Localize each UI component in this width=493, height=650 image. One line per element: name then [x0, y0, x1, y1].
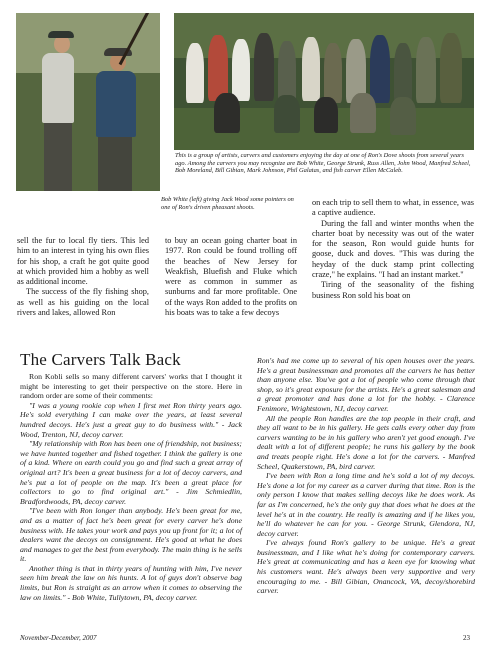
paragraph: on each trip to sell them to what, in essence, was a captive audience.	[312, 198, 474, 218]
paragraph: The success of the fly fishing shop, as well as his guiding on the local rivers and lakes, allowed Ron	[17, 287, 149, 318]
caption-shooters-photo: Bob White (left) giving Jack Wood some pointers on one of Ron's driven pheasant shoots.	[161, 196, 294, 211]
quote: Another thing is that in thirty years of hunting with him, I've never seen him break the law on his hunts. A lot of guys don't observe bag limits, but Ron is straight as an arrow when it comes to observing the law on limits." - Bob White, Tullytown, PA, decoy carver.	[20, 563, 242, 602]
quote: "I've been with Ron longer than anybody. He's been great for me, and as a matter of fact he's been great for every carver he's done business with. He takes your work and pays you up front for it; a lot of dealers want the decoys on consignment. He's good at what he does and manages to get the best from everybody. The main thing is he sells it.	[20, 506, 242, 564]
caption-group-photo: This is a group of artists, carvers and customers enjoying the day at one of Ron's Dove shoots from several years ago. Among the carvers you may recognize are Bob White, George Strunk, Russ Allen, John Wood, Manfred Scheel, Bob Moreland, Bill Gibian, Mark Johnson, Phil Galatas, and fish carver Ellen McCaleb.	[175, 152, 471, 175]
quote: Ron's had me come up to several of his open houses over the years. He's a great businessman and promotes all the carvers he has better than anyone else. You've got a lot of people who come through that shop, so it's great exposure for the artists. He's a great salesman and a great promoter and has done a lot for the hobby. - Clarence Fenimore, Wrightstown, NJ, decoy carver.	[257, 356, 475, 413]
footer-page-number: 23	[463, 634, 470, 642]
photo-group	[174, 13, 474, 150]
footer-issue: November-December, 2007	[20, 634, 97, 642]
quote: I've always found Ron's gallery to be unique. He's a great businessman, and I like what he's doing for contemporary carvers. He's great at communicating and has a keen eye for knowing what his customers want. He's always been very supportive and very encouraging to me. - Bill Gibian, Onancock, VA, decoy/shorebird carver.	[257, 538, 475, 596]
paragraph: Tiring of the seasonality of the fishing business Ron sold his boat on	[312, 280, 474, 300]
lower-column-left	[20, 372, 242, 602]
upper-column-3	[312, 198, 474, 301]
upper-column-1	[17, 236, 149, 318]
quote: "I was a young rookie cop when I first met Ron thirty years ago. He's sold everything I can make over the years, at least several hundred decoys. He's just a great guy to do business with." - Jack Wood, Trenton, NJ, decoy carver.	[20, 400, 242, 439]
photo-shooters	[16, 13, 160, 191]
lower-column-right	[257, 356, 475, 596]
paragraph: to buy an ocean going charter boat in 1977. Ron could be found trolling off the beaches of New Jersey for Weakfish, Bluefish and Fluke which were as common in summer as sunburns and far more profitable. One of the ways Ron added to the profits on his boats was to take a few decoys	[165, 236, 297, 318]
section-title: The Carvers Talk Back	[20, 350, 181, 369]
quote: "My relationship with Ron has been one of friendship, not business; we have hunted together and fished together. I think the gallery is one of a kind. Where on earth could you go and find such a great array of original art? It's been a great business for a lot of decoy carvers, and he's put a lot of people on the map. It's been a great place for collectors to go to find original art." - Jim Schmiedlin, Bradfordwoods, PA, decoy carver.	[20, 439, 242, 506]
quote: I've been with Ron a long time and he's sold a lot of my decoys. He's done a lot for my career as a carver during that time. Ron is the only person I know that makes selling decoys like he does work. As far as I'm concerned, he's the only guy that does what he does at the level he's at in the country. He really is amazing and if he likes you, he'll do whatever he can for you. - George Strunk, Glendora, NJ, decoy carver.	[257, 471, 475, 538]
quote: All the people Ron handles are the top people in their craft, and they all want to be in his gallery. He gets calls every other day from carvers wanting to be in his gallery who aren't yet good enough. I've dealt with a lot of different people; he runs his gallery by the book and treats people right. He's done a lot for the carvers. - Manfred Scheel, Quakerstown, PA, bird carver.	[257, 413, 475, 471]
upper-column-2	[165, 236, 297, 318]
paragraph: Ron Kobli sells so many different carvers' works that I thought it might be interesting to get their perspective on the store. Here in random order are some of their comments:	[20, 372, 242, 401]
paragraph: During the fall and winter months when the charter boat by necessity was out of the water for the season, Ron would guide hunts for goose, duck and doves. "This was during the heyday of the duck stamp print collecting craze," he explains. "I had an instant market."	[312, 218, 474, 280]
paragraph: sell the fur to local fly tiers. This led him to an interest in tying his own flies for his shop, a craft he got quite good at which provided him a hobby as well as additional income.	[17, 236, 149, 287]
